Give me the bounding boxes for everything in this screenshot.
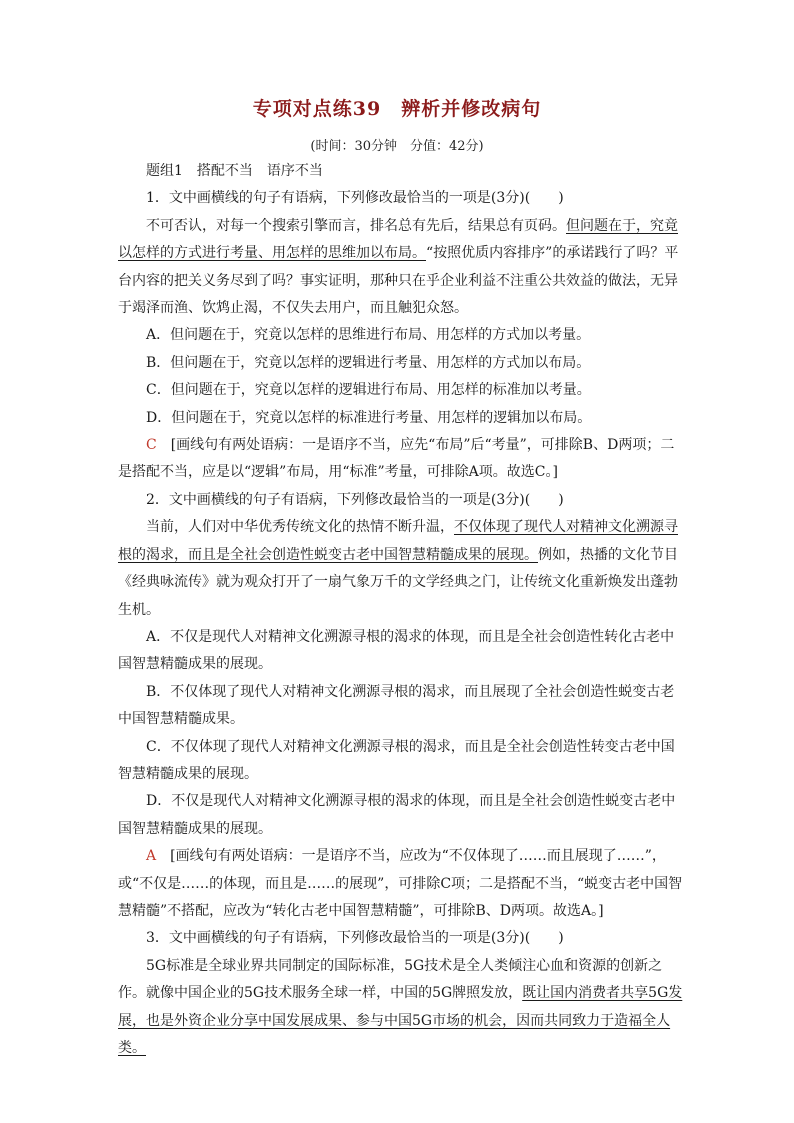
q1-answer [118, 432, 684, 487]
q3-passage-pre: 5G标准是全球业界共同制定的国际标准，5G技术是全人类倾注心血和资源的创新之作。就像中国企业的5G技术服务全球一样，中国的5G牌照发放， [118, 957, 663, 1002]
q1-answer-letter: C [146, 437, 157, 454]
q1-option-b: B．但问题在于，究竟以怎样的逻辑进行考量、用怎样的方式加以布局。 [146, 354, 591, 371]
content-body [118, 158, 684, 1062]
q1-stem: 1．文中画横线的句子有语病，下列修改最恰当的一项是(3分)( ) [146, 190, 564, 207]
q1-option-a: A．但问题在于，究竟以怎样的思维进行布局、用怎样的方式加以考量。 [146, 327, 591, 344]
group-heading: 题组1 搭配不当 语序不当 [146, 163, 323, 179]
q2-stem: 2．文中画横线的句子有语病，下列修改最恰当的一项是(3分)( ) [146, 491, 564, 508]
q2-answer-letter: A [146, 848, 157, 865]
q2-passage-post: 例如，热播的文化节目《经典咏流传》就为观众打开了一扇气象万千的文学经典之门，让传统文化重新焕发出蓬勃生机。 [118, 546, 678, 618]
q2-passage [118, 514, 684, 624]
time-score-info: (时间：30分钟 分值：42分) [310, 139, 484, 154]
q3-passage-underline: 既让国内消费者共享5G发展，也是外资企业分享中国发展成果、参与中国5G市场的机会，因而共同致力于造福全人类。 [118, 985, 683, 1056]
q2-option-c: C．不仅体现了现代人对精神文化溯源寻根的渴求，而且是全社会创造性转变古老中国智慧精髓成果的展现。 [118, 738, 675, 782]
q2-passage-pre: 当前，人们对中华优秀传统文化的热情不断升温， [146, 519, 454, 536]
q3-stem: 3．文中画横线的句子有语病，下列修改最恰当的一项是(3分)( ) [146, 930, 564, 947]
q2-option-d: D．不仅是现代人对精神文化溯源寻根的渴求的体现，而且是全社会创造性蜕变古老中国智慧精髓成果的展现。 [118, 793, 676, 837]
q1-passage-post: “按照优质内容排序”的承诺践行了吗？平台内容的把关义务尽到了吗？事实证明，那种只在乎企业利益不注重公共效益的做法，无异于竭泽而渔、饮鸩止渴，不仅失去用户，而且触犯众怒。 [118, 245, 679, 317]
q1-passage-underline: 但问题在于，究竟以怎样的方式进行考量、用怎样的思维加以布局。 [118, 217, 678, 262]
q2-option-b: B．不仅体现了现代人对精神文化溯源寻根的渴求，而且展现了全社会创造性蜕变古老中国智慧精髓成果。 [118, 683, 675, 728]
q1-answer-text: [画线句有两处语病：一是语序不当，应先“布局”后“考量”，可排除B、D两项；二是搭配不当，应是以“逻辑”布局，用“标准”考量，可排除A项。故选C。] [118, 437, 675, 481]
q3-passage [118, 953, 684, 1063]
q2-option-a: A．不仅是现代人对精神文化溯源寻根的渴求的体现，而且是全社会创造性转化古老中国智慧精髓成果的展现。 [118, 628, 675, 673]
q2-answer-text: [画线句有两处语病：一是语序不当，应改为“不仅体现了……而且展现了……”，或“不仅是……的体现，而且是……的展现”，可排除C项；二是搭配不当，“蜕变古老中国智慧精髓”不搭配，应改为“转化古老中国智慧精髓”，可排除B、D两项。故选A。] [118, 848, 683, 919]
q1-option-c: C．但问题在于，究竟以怎样的逻辑进行布局、用怎样的标准加以考量。 [146, 382, 591, 399]
q1-option-d: D．但问题在于，究竟以怎样的标准进行考量、用怎样的逻辑加以布局。 [146, 409, 592, 426]
q2-answer [118, 843, 684, 925]
q1-passage-pre: 不可否认，对每一个搜索引擎而言，排名总有先后，结果总有页码。 [146, 217, 566, 234]
q2-passage-underline: 不仅体现了现代人对精神文化溯源寻根的渴求，而且是全社会创造性蜕变古老中国智慧精髓成果的展现。 [118, 519, 678, 563]
q1-passage [118, 213, 684, 323]
page-title: 专项对点练39 辨析并修改病句 [252, 98, 542, 120]
